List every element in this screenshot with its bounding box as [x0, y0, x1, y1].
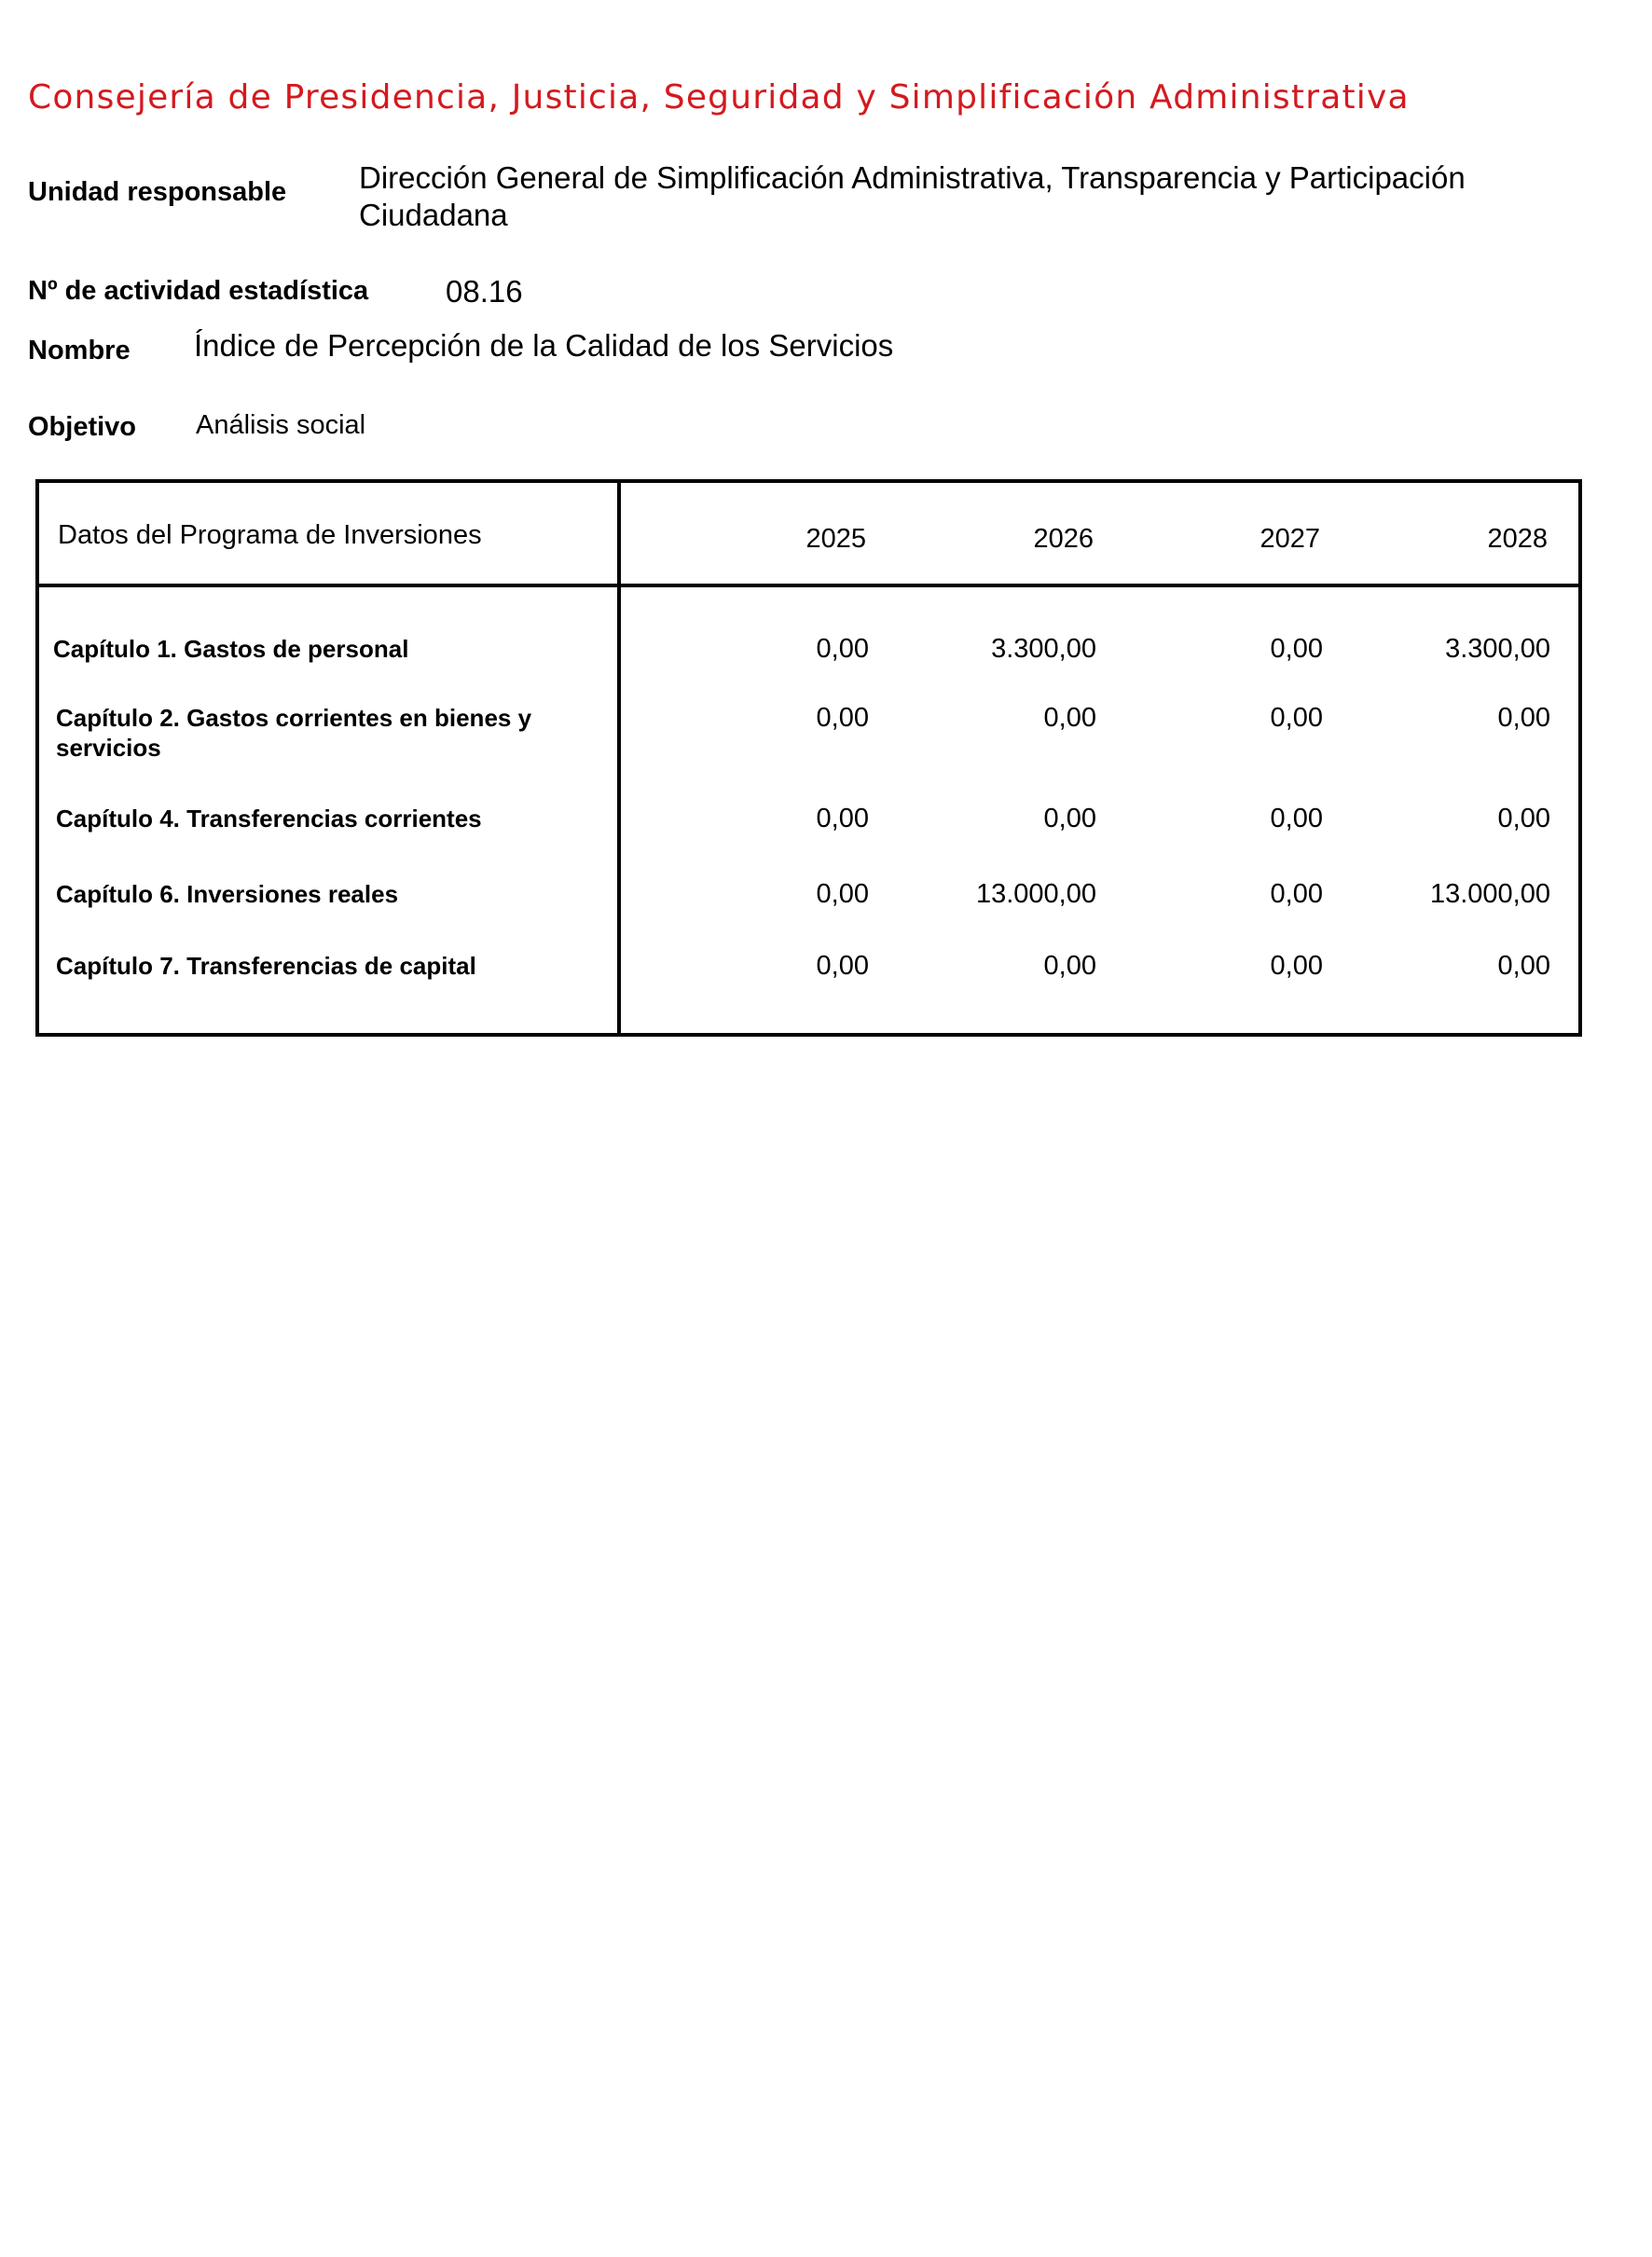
table-cell: 13.000,00	[1429, 879, 1550, 909]
table-header-label: Datos del Programa de Inversiones	[58, 520, 482, 550]
table-row-label: Capítulo 4. Transferencias corrientes	[56, 805, 482, 833]
table-cell: 0,00	[1043, 703, 1096, 733]
table-cell: 0,00	[816, 634, 869, 664]
table-cell: 0,00	[816, 951, 869, 981]
table-row-label: Capítulo 2. Gastos corrientes en bienes y servicios	[56, 704, 532, 762]
table-cell: 0,00	[1497, 951, 1550, 981]
year-2027-header: 2027	[1260, 524, 1320, 554]
table-cell: 3.300,00	[1445, 634, 1550, 664]
objetivo-value: Análisis social	[196, 410, 366, 440]
table-cell: 0,00	[1043, 804, 1096, 833]
table-cell: 3.300,00	[991, 634, 1096, 664]
table-cell: 0,00	[1270, 804, 1323, 833]
nombre-value: Índice de Percepción de la Calidad de los Servicios	[194, 328, 894, 363]
nombre-label: Nombre	[28, 336, 131, 365]
table-cell: 0,00	[1270, 634, 1323, 664]
actividad-label: Nº de actividad estadística	[28, 276, 369, 306]
table-row-label: Capítulo 6. Inversiones reales	[56, 880, 399, 908]
table-cell: 0,00	[816, 879, 869, 909]
table-cell: 0,00	[1043, 951, 1096, 981]
table-row-label: Capítulo 1. Gastos de personal	[53, 635, 409, 663]
table-column-divider	[617, 483, 621, 1033]
actividad-value: 08.16	[446, 274, 523, 309]
year-2028-header: 2028	[1487, 524, 1548, 554]
table-cell: 0,00	[1270, 879, 1323, 909]
table-cell: 13.000,00	[975, 879, 1096, 909]
year-2025-header: 2025	[805, 524, 866, 554]
table-cell: 0,00	[1497, 703, 1550, 733]
table-row-label: Capítulo 7. Transferencias de capital	[56, 952, 476, 980]
table-cell: 0,00	[1497, 804, 1550, 833]
objetivo-label: Objetivo	[28, 412, 137, 442]
unidad-responsable-value: Dirección General de Simplificación Administrativa, Transparencia y Participación Ciudadana	[359, 160, 1466, 232]
table-cell: 0,00	[1270, 703, 1323, 733]
investment-table	[35, 479, 1582, 1037]
unidad-responsable-label: Unidad responsable	[28, 177, 287, 207]
table-cell: 0,00	[816, 703, 869, 733]
year-2026-header: 2026	[1033, 524, 1094, 554]
table-cell: 0,00	[816, 804, 869, 833]
page-title: Consejería de Presidencia, Justicia, Seguridad y Simplificación Administrativa	[28, 78, 1410, 117]
table-cell: 0,00	[1270, 951, 1323, 981]
table-header-divider	[39, 584, 1578, 587]
